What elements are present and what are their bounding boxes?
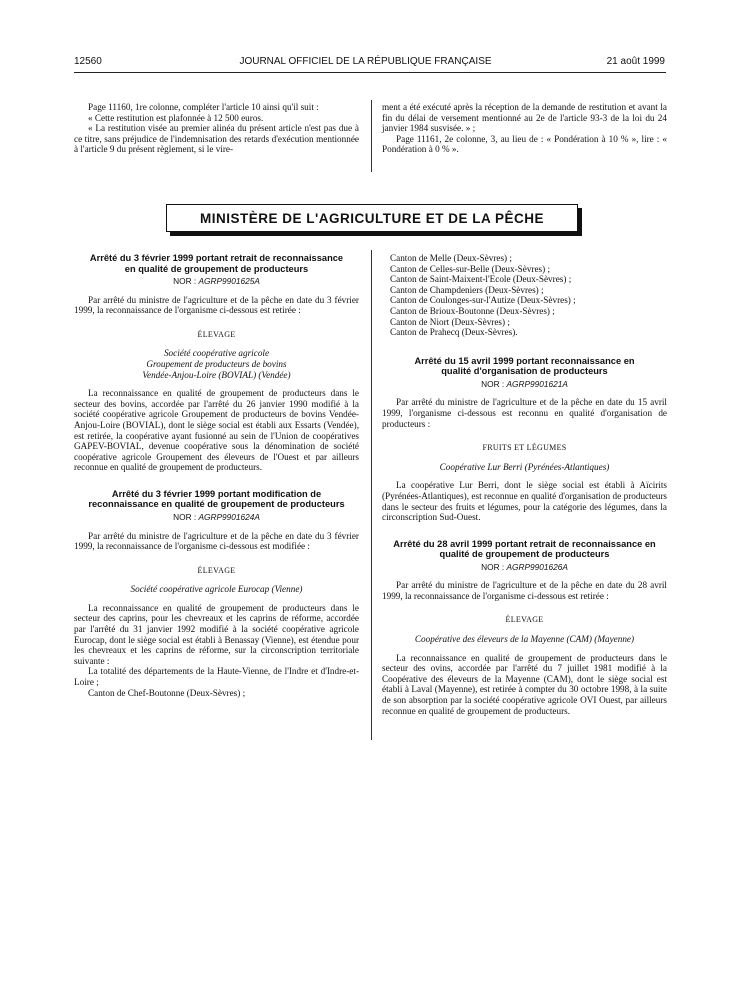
main-left-column <box>74 253 359 698</box>
decree-3-title: Arrêté du 15 avril 1999 portant reconnaissance en qualité d'organisation de producteurs <box>414 355 635 377</box>
decree-2-extra-1: La totalité des départements de la Haute-Vienne, de l'Indre et d'Indre-et-Loire ; <box>74 666 359 688</box>
column-divider-top <box>371 100 372 172</box>
column-divider-main <box>371 250 372 740</box>
page-date: 21 août 1999 <box>606 56 665 67</box>
top-left-column <box>74 102 359 155</box>
top-left-para-1: Page 11160, 1re colonne, compléter l'article 10 ainsi qu'il suit : <box>88 102 319 112</box>
decree-1-title: Arrêté du 3 février 1999 portant retrait de reconnaissance en qualité de groupement de producteurs <box>89 253 344 274</box>
list-item: Canton de Melle (Deux-Sèvres) ; <box>390 253 512 263</box>
page-number: 12560 <box>74 56 102 67</box>
decree-3-body: La coopérative Lur Berri, dont le siège social est établi à Aïcirits (Pyrénées-Atlantiques), est reconnue en qualité d'organisation de producteurs dans le secteur des fruits et légumes, pour la catégorie des légumes, dans la circonscription Sud-Ouest. <box>382 480 667 523</box>
nor-label: NOR : <box>481 378 505 389</box>
canton-list <box>382 253 667 338</box>
nor-label: NOR : <box>173 511 197 522</box>
nor-code: AGRP9901625A <box>198 276 260 286</box>
decree-3-nor <box>382 379 667 390</box>
decree-2-section: ÉLEVAGE <box>197 565 236 575</box>
decree-4-section: ÉLEVAGE <box>505 615 544 625</box>
decree-1-nor <box>74 276 359 287</box>
decree-1 <box>74 253 359 473</box>
decree-2 <box>74 489 359 698</box>
decree-1-section: ÉLEVAGE <box>197 329 236 339</box>
list-item: Canton de Champdeniers (Deux-Sèvres) ; <box>390 284 544 295</box>
decree-4-title: Arrêté du 28 avril 1999 portant retrait de reconnaissance en qualité de groupement de producteurs <box>393 538 656 560</box>
list-item: Canton de Celles-sur-Belle (Deux-Sèvres) ; <box>390 263 551 274</box>
nor-label: NOR : <box>173 276 197 286</box>
top-left-para-3: « La restitution visée au premier alinéa du présent article n'est pas due à ce titre, sans préjudice de l'indemnisation des retards d'exécution mentionnée à l'article 9 du présent règlement, si le vire- <box>74 123 359 155</box>
decree-2-org: Société coopérative agricole Eurocap (Vienne) <box>130 584 303 595</box>
decree-1-org-line-1: Société coopérative agricole <box>163 348 270 359</box>
journal-title: JOURNAL OFFICIEL DE LA RÉPUBLIQUE FRANÇAISE <box>239 56 492 67</box>
decree-4-body: La reconnaissance en qualité de groupement de producteurs dans le secteur des ovins, accordée par l'arrêté du 7 juillet 1981 modifié à la Coopérative des éleveurs de la Mayenne (CAM), dont le siège social est établi à Laval (Mayenne), est retirée à compter du 30 octobre 1998, à la suite de son absorption par la société coopérative agricole OVI Ouest, par ailleurs reconnue en qualité de groupement de producteurs. <box>382 652 667 716</box>
decree-3-org: Coopérative Lur Berri (Pyrénées-Atlantiques) <box>439 461 610 472</box>
header-rule <box>74 72 666 73</box>
decree-3 <box>382 356 667 523</box>
decree-1-org-line-3: Vendée-Anjou-Loire (BOVIAL) (Vendée) <box>142 369 291 380</box>
top-left-para-2: « Cette restitution est plafonnée à 12 500 euros. <box>88 112 264 123</box>
decree-3-section: FRUITS ET LÉGUMES <box>482 443 567 453</box>
main-right-column <box>382 253 667 716</box>
decree-4-intro: Par arrêté du ministre de l'agriculture et de la pêche en date du 28 avril 1999, la reconnaissance de l'organisme ci-dessous est retirée : <box>382 580 667 601</box>
decree-1-org-line-2: Groupement de producteurs de bovins <box>146 358 287 369</box>
decree-4-nor <box>382 562 667 573</box>
top-right-para-2: Page 11161, 2e colonne, 3, au lieu de : « Pondération à 10 % », lire : « Pondération à 0 % ». <box>382 133 667 155</box>
decree-4-org: Coopérative des éleveurs de la Mayenne (CAM) (Mayenne) <box>414 634 635 645</box>
nor-code: AGRP9901624A <box>198 511 260 522</box>
decree-1-body: La reconnaissance en qualité de groupement de producteurs dans le secteur des bovins, accordée par l'arrêté du 26 janvier 1990 modifié à la société coopérative agricole Groupement de producteurs de bovins Vendée-Anjou-Loire (BOVIAL), dont le siège social est établi aux Essarts (Vendée), est retirée, la coopérative ayant fusionné au sein de l'Union de coopératives GAPEV-BOVIAL, devenue coopérative sous la dénomination de société coopérative agricole Groupement des éleveurs de l'Ouest et par ailleurs reconnue en qualité de groupement de producteurs. <box>74 388 359 473</box>
decree-1-intro: Par arrêté du ministre de l'agriculture et de la pêche en date du 3 février 1999, la reconnaissance de l'organisme ci-dessous est retirée : <box>74 294 359 316</box>
list-item: Canton de Coulonges-sur-l'Autize (Deux-Sèvres) ; <box>390 295 576 306</box>
decree-2-body: La reconnaissance en qualité de groupement de producteurs dans le secteur des caprins, pour les chevreaux et les caprins de réforme, accordée par l'arrêté du 31 janvier 1992 modifié à la société coopérative agricole Eurocap, dont le siège social est établi à Benassay (Vienne), est étendue pour les chevreaux et les caprins de réforme, sur la circonscription territoriale suivante : <box>74 602 359 666</box>
list-item: Canton de Brioux-Boutonne (Deux-Sèvres) ; <box>390 305 555 316</box>
top-right-para-1: ment a été exécuté après la réception de la demande de restitution et avant la fin du délai de versement mentionné au 2e de l'article 93-3 de la loi du 24 janvier 1984 susvisée. » ; <box>382 102 667 134</box>
decree-2-intro: Par arrêté du ministre de l'agriculture et de la pêche en date du 3 février 1999, la reconnaissance de l'organisme ci-dessous est modifiée : <box>74 530 359 552</box>
top-right-column <box>382 102 667 155</box>
decree-4 <box>382 539 667 717</box>
decree-2-extra-2: Canton de Chef-Boutonne (Deux-Sèvres) ; <box>88 687 246 698</box>
decree-3-intro: Par arrêté du ministre de l'agriculture et de la pêche en date du 15 avril 1999, l'organisme ci-dessous est reconnu en qualité d'organisation de producteurs : <box>382 397 667 429</box>
list-item: Canton de Niort (Deux-Sèvres) ; <box>390 316 510 327</box>
decree-2-nor <box>74 512 359 523</box>
list-item: Canton de Saint-Maixent-l'Ecole (Deux-Sèvres) ; <box>390 274 572 285</box>
nor-label: NOR : <box>481 561 505 572</box>
nor-code: AGRP9901626A <box>506 561 568 572</box>
ministry-banner: MINISTÈRE DE L'AGRICULTURE ET DE LA PÊCHE <box>166 204 578 232</box>
nor-code: AGRP9901621A <box>506 378 568 389</box>
decree-2-title: Arrêté du 3 février 1999 portant modification de reconnaissance en qualité de groupement de producteurs <box>88 488 345 510</box>
list-item: Canton de Prahecq (Deux-Sèvres). <box>390 327 518 338</box>
